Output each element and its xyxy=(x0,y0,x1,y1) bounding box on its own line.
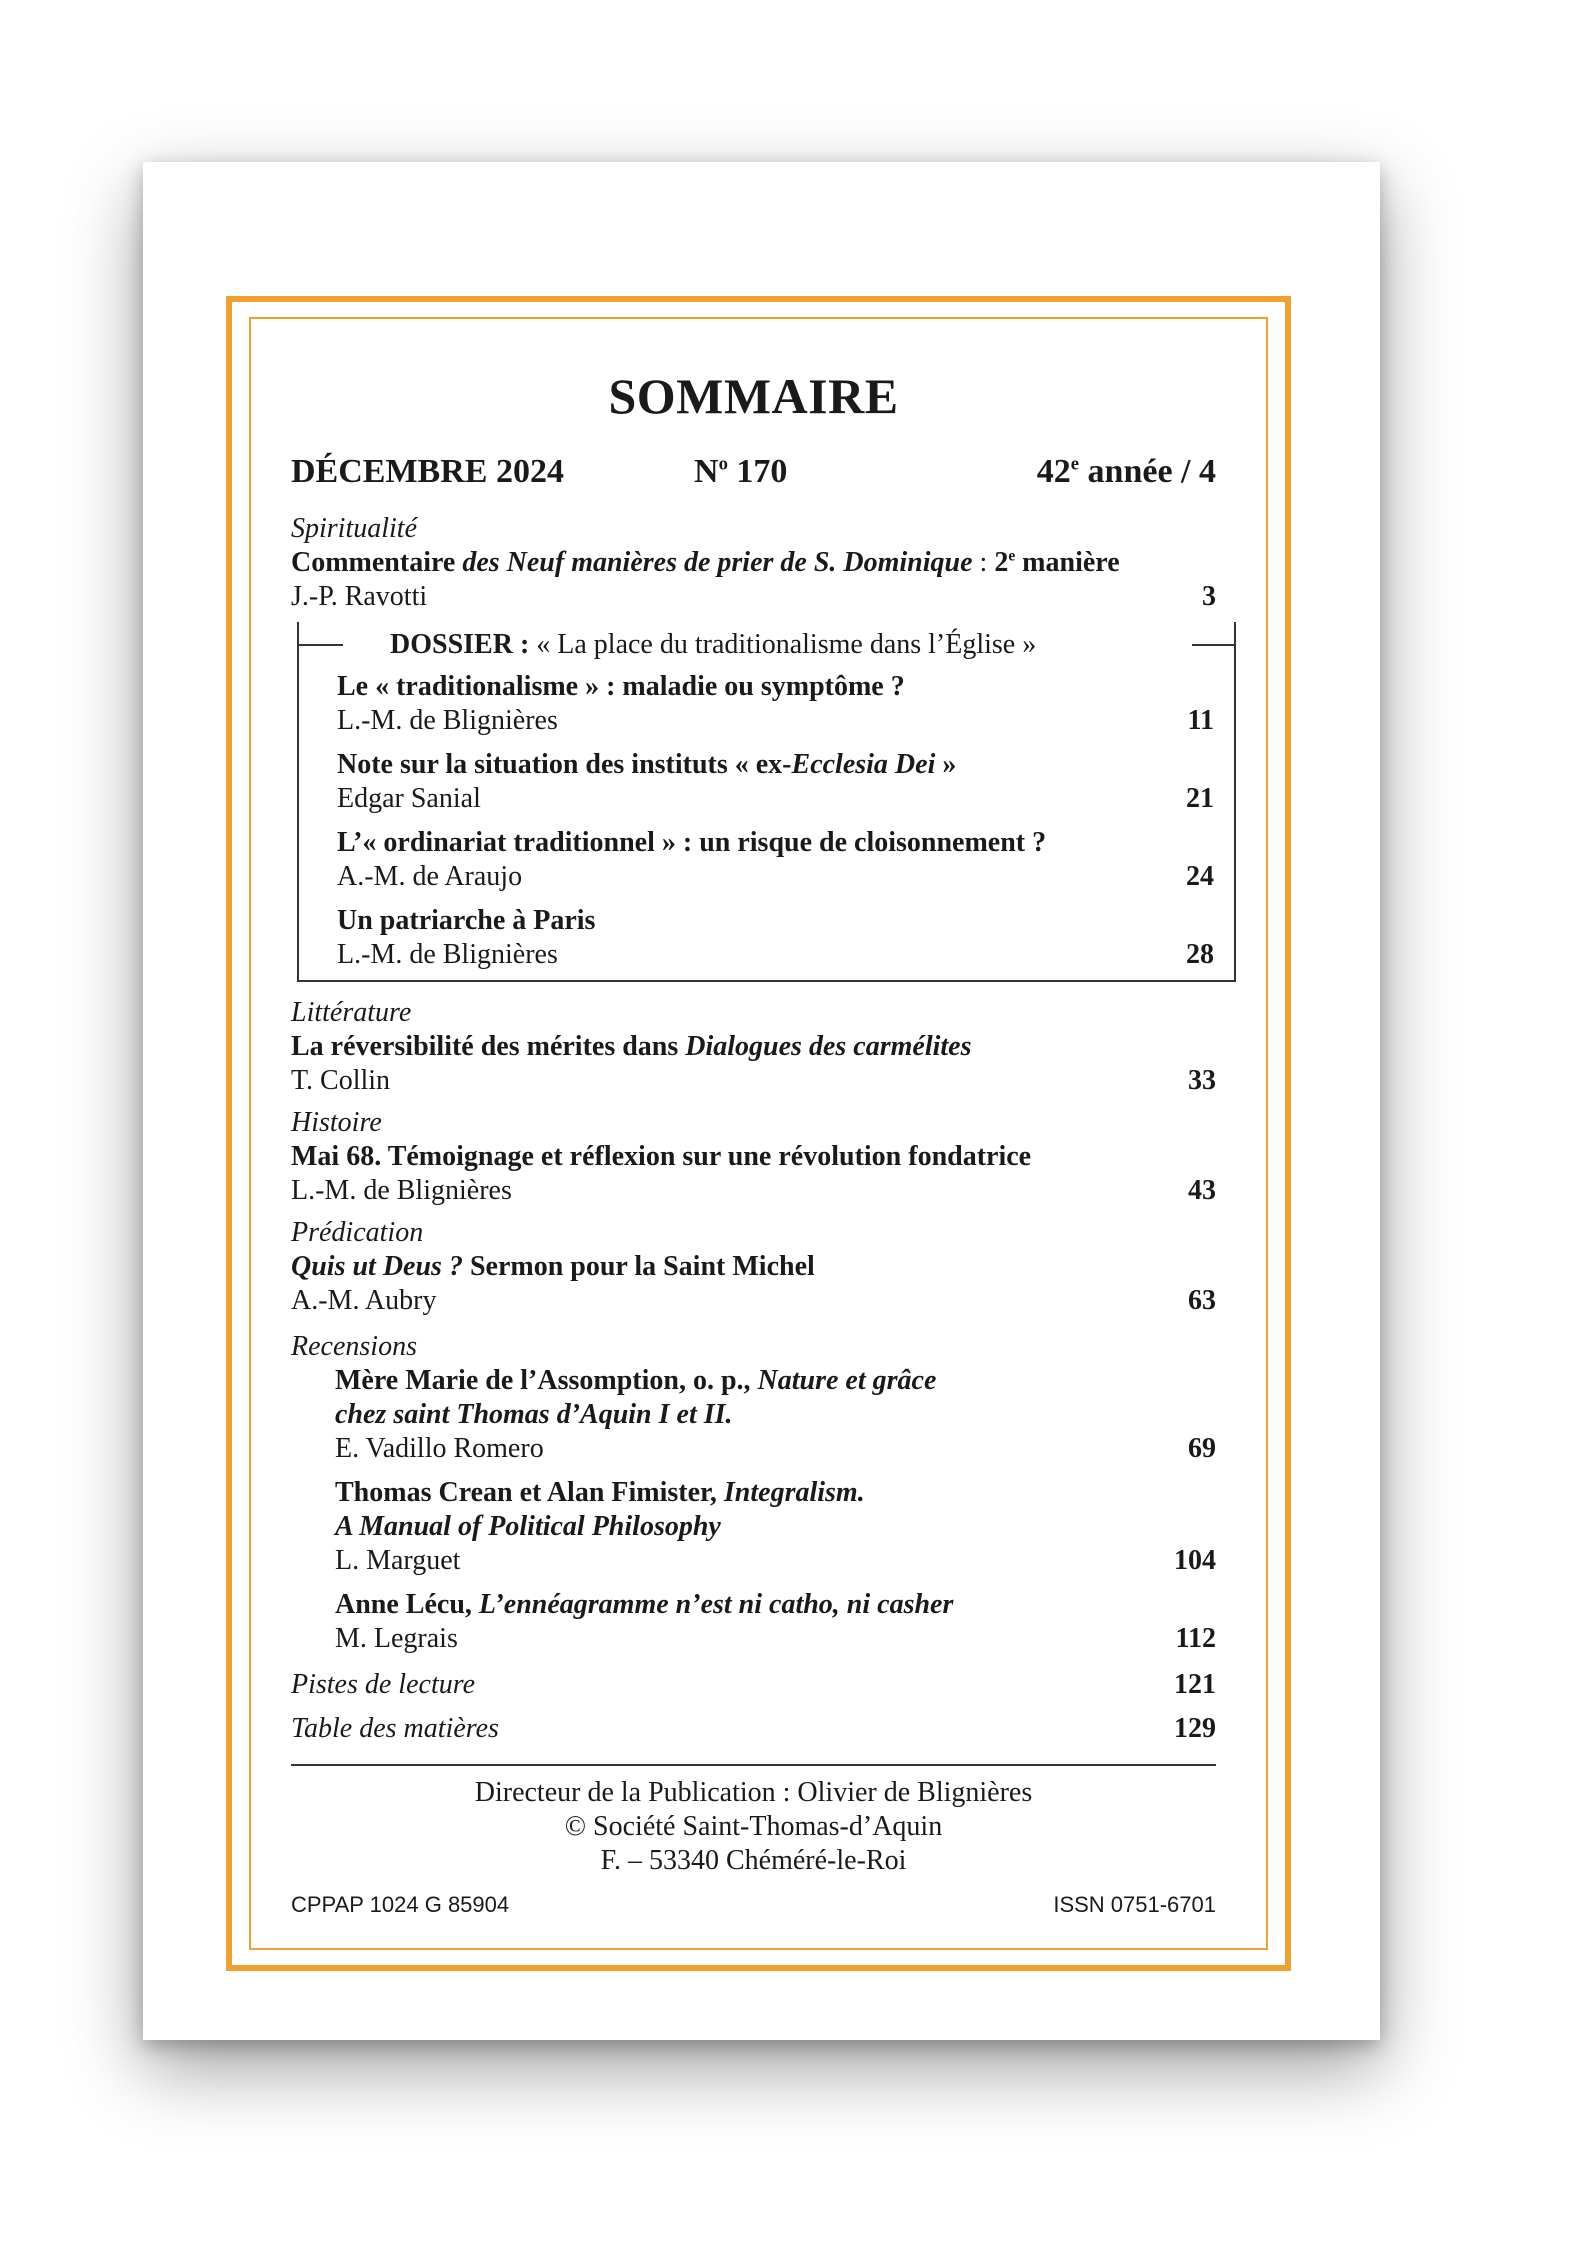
page-number: 24 xyxy=(1186,861,1214,892)
page-number: 129 xyxy=(1174,1713,1216,1744)
article-title: La réversibilité des mérites dans Dialogues des carmélites xyxy=(291,1031,972,1062)
page-title: SOMMAIRE xyxy=(608,368,899,424)
category-label: Recensions xyxy=(291,1331,417,1362)
review-title-continued: A Manual of Political Philosophy xyxy=(335,1511,721,1542)
category-label: Spiritualité xyxy=(291,513,417,544)
article-author-row: L.-M. de Blignières 28 xyxy=(337,939,1214,970)
section-recensions xyxy=(291,1330,1216,1656)
table-of-contents xyxy=(291,362,1216,1942)
issue-date: DÉCEMBRE 2024 xyxy=(291,453,564,490)
review-item xyxy=(291,1588,1216,1656)
page-number: 121 xyxy=(1174,1669,1216,1700)
article-author-row: L. Marguet 104 xyxy=(335,1545,1216,1576)
dossier-box xyxy=(297,622,1236,982)
article-title: Note sur la situation des instituts « ex-Ecclesia Dei » xyxy=(337,749,957,780)
article-title: Commentaire des Neuf manières de prier de S. Dominique : 2e manière xyxy=(291,547,1120,578)
article-author-row: Edgar Sanial 21 xyxy=(337,783,1214,814)
issn-number: ISSN 0751-6701 xyxy=(1053,1892,1216,1917)
article-title: Le « traditionalisme » : maladie ou symptôme ? xyxy=(337,671,905,702)
section-litterature xyxy=(291,996,1216,1098)
cppap-number: CPPAP 1024 G 85904 xyxy=(291,1892,510,1917)
page-number: 112 xyxy=(1175,1623,1216,1654)
category-label: Histoire xyxy=(291,1107,382,1138)
article-author-row: M. Legrais 112 xyxy=(335,1623,1216,1654)
page-number: 11 xyxy=(1187,705,1214,736)
article-author-row: T. Collin 33 xyxy=(291,1065,1216,1096)
section-spiritualite xyxy=(291,512,1216,614)
dossier-item xyxy=(337,670,1214,738)
article-author-row: A.-M. de Araujo 24 xyxy=(337,861,1214,892)
article-title: L’« ordinariat traditionnel » : un risque de cloisonnement ? xyxy=(337,827,1047,858)
dossier-title: DOSSIER : « La place du traditionalisme dans l’Église » xyxy=(390,629,1037,660)
issue-year: 42e année / 4 xyxy=(1036,453,1216,490)
article-author-row: L.-M. de Blignières 11 xyxy=(337,705,1214,736)
review-title: Thomas Crean et Alan Fimister, Integralism. xyxy=(335,1477,865,1508)
divider xyxy=(1192,644,1236,646)
page-number: 43 xyxy=(1188,1175,1216,1206)
review-title: Anne Lécu, L’ennéagramme n’est ni catho, ni casher xyxy=(335,1589,954,1620)
article-author-row: A.-M. Aubry 63 xyxy=(291,1285,1216,1316)
dossier-item xyxy=(337,826,1214,894)
article-author-row: E. Vadillo Romero 69 xyxy=(335,1433,1216,1464)
page-number: 104 xyxy=(1174,1545,1216,1576)
divider xyxy=(291,1764,1216,1766)
page-number: 21 xyxy=(1186,783,1214,814)
copyright: © Société Saint-Thomas-d’Aquin xyxy=(564,1811,943,1842)
article-author-row xyxy=(291,580,1216,614)
page-number: 63 xyxy=(1188,1285,1216,1316)
dossier-item xyxy=(337,748,1214,816)
article-title: Mai 68. Témoignage et réflexion sur une révolution fondatrice xyxy=(291,1141,1032,1172)
dossier-header xyxy=(337,626,1214,670)
article-author: J.-P. Ravotti xyxy=(291,581,428,612)
dossier-item xyxy=(337,904,1214,972)
address: F. – 53340 Chéméré-le-Roi xyxy=(600,1845,907,1876)
review-title-continued: chez saint Thomas d’Aquin I et II. xyxy=(335,1399,733,1430)
review-item xyxy=(291,1476,1216,1578)
section-predication xyxy=(291,1216,1216,1318)
registration-row xyxy=(291,1890,1216,1920)
publication-credits xyxy=(291,1776,1216,1878)
page-number: 3 xyxy=(1202,581,1216,612)
article-title: Un patriarche à Paris xyxy=(337,905,596,936)
pistes-row: Pistes de lecture 121 xyxy=(291,1669,1216,1700)
review-title: Mère Marie de l’Assomption, o. p., Nature et grâce xyxy=(335,1365,937,1396)
issue-number: $N^o$ 170 xyxy=(694,453,788,490)
table-row: Table des matières 129 xyxy=(291,1713,1216,1744)
review-item xyxy=(291,1364,1216,1466)
publication-director: Directeur de la Publication : Olivier de Blignières xyxy=(474,1777,1033,1808)
page-number: 33 xyxy=(1188,1065,1216,1096)
section-histoire xyxy=(291,1106,1216,1208)
article-title: Quis ut Deus ? Sermon pour la Saint Michel xyxy=(291,1251,815,1282)
page-number: 28 xyxy=(1186,939,1214,970)
category-label: Prédication xyxy=(291,1217,424,1248)
page-number: 69 xyxy=(1188,1433,1216,1464)
magazine-page xyxy=(143,162,1380,2040)
issue-info-row xyxy=(291,452,1216,492)
divider xyxy=(299,644,343,646)
category-label: Littérature xyxy=(291,997,412,1028)
article-author-row: L.-M. de Blignières 43 xyxy=(291,1175,1216,1206)
